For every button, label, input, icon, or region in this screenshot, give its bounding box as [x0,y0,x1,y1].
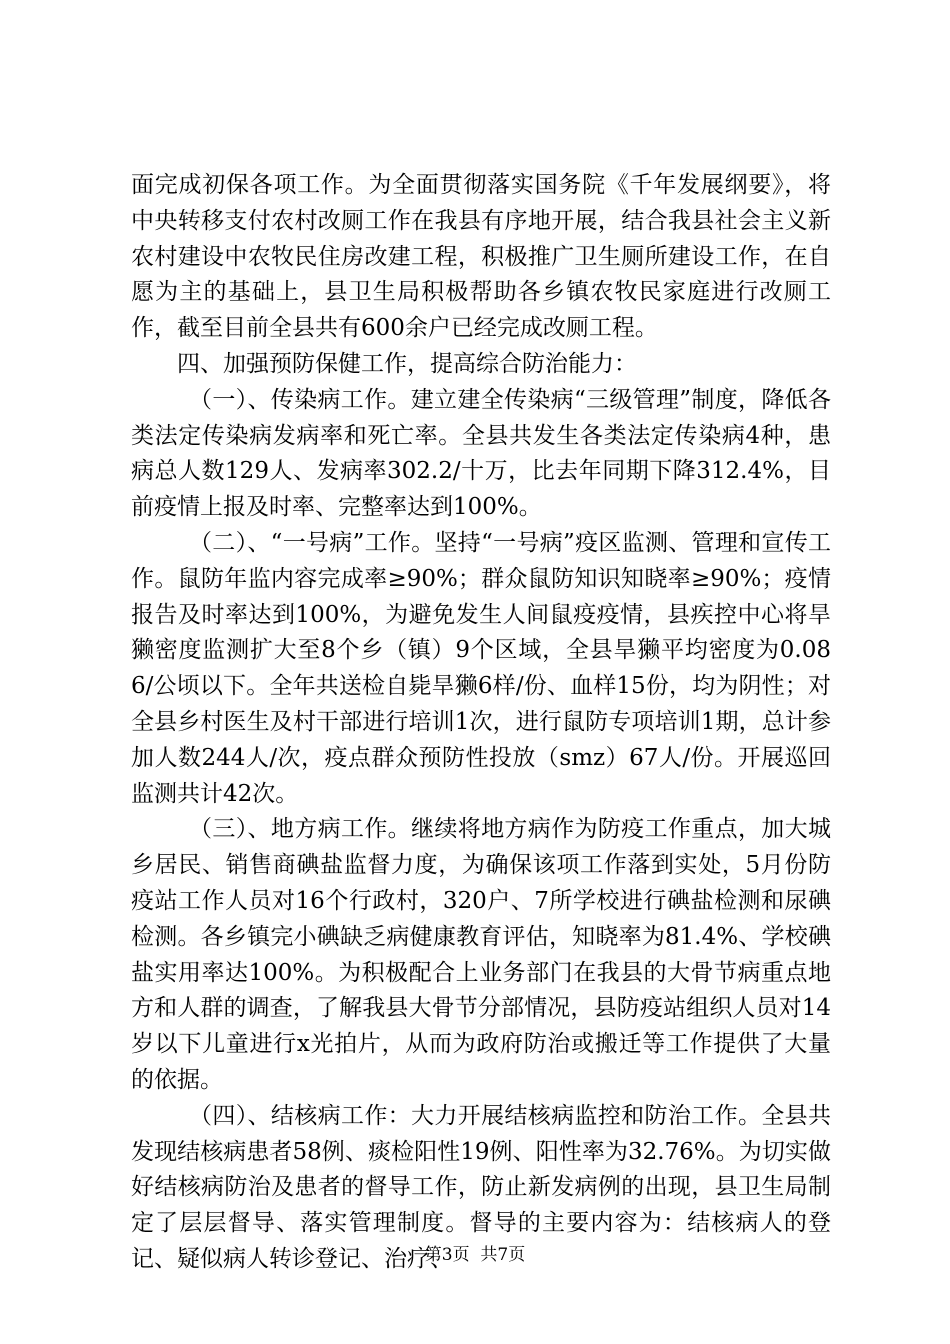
paragraph-infectious-disease: （一）、传染病工作。建立建全传染病“三级管理”制度，降低各类法定传染病发病率和死亡率。全县共发生各类法定传染病4种，患病总人数129人、发病率302.2/十万，比去年同期下降312.4%，目前疫情上报及时率、完整率达到100%。 [131,386,831,521]
paragraph-tuberculosis: （四）、结核病工作：大力开展结核病监控和防治工作。全县共发现结核病患者58例、痰检阳性19例、阳性率为32.76%。为切实做好结核病防治及患者的督导工作，防止新发病例的出现，县卫生局制定了层层督导、落实管理制度。督导的主要内容为：结核病人的登记、疑似病人转诊登记、治疗、 [131,1102,831,1272]
page-footer: 第3页 共7页 [424,1245,526,1265]
paragraph-endemic-disease: （三）、地方病工作。继续将地方病作为防疫工作重点，加大城乡居民、销售商碘盐监督力度，为确保该项工作落到实处，5月份防疫站工作人员对16个行政村，320户、7所学校进行碘盐检测和尿碘检测。各乡镇完小碘缺乏病健康教育评估，知晓率为81.4%、学校碘盐实用率达100%。为积极配合上业务部门在我县的大骨节病重点地方和人群的调查，了解我县大骨节分部情况，县防疫站组织人员对14岁以下儿童进行x光拍片，从而为政府防治或搬迁等工作提供了大量的依据。 [131,816,831,1093]
paragraph-number-one-disease: （二）、“一号病”工作。坚持“一号病”疫区监测、管理和宣传工作。鼠防年监内容完成率≥90%；群众鼠防知识知晓率≥90%；疫情报告及时率达到100%，为避免发生人间鼠疫疫情，县疾控中心将旱獭密度监测扩大至8个乡（镇）9个区域，全县旱獭平均密度为0.086/公顷以下。全年共送检自毙旱獭6样/份、血样15份，均为阴性；对全县乡村医生及村干部进行培训1次，进行鼠防专项培训1期，总计参加人数244人/次，疫点群众预防性投放（smz）67人/份。开展巡回监测共计42次。 [131,529,831,807]
paragraph-continuation: 面完成初保各项工作。为全面贯彻落实国务院《千年发展纲要》，将中央转移支付农村改厕工作在我县有序地开展，结合我县社会主义新农村建设中农牧民住房改建工程，积极推广卫生厕所建设工作，在自愿为主的基础上，县卫生局积极帮助各乡镇农牧民家庭进行改厕工作，截至目前全县共有600余户已经完成改厕工程。 [131,172,831,342]
section-heading-prevention: 四、加强预防保健工作，提高综合防治能力： [177,350,637,377]
document-body [131,168,831,1278]
